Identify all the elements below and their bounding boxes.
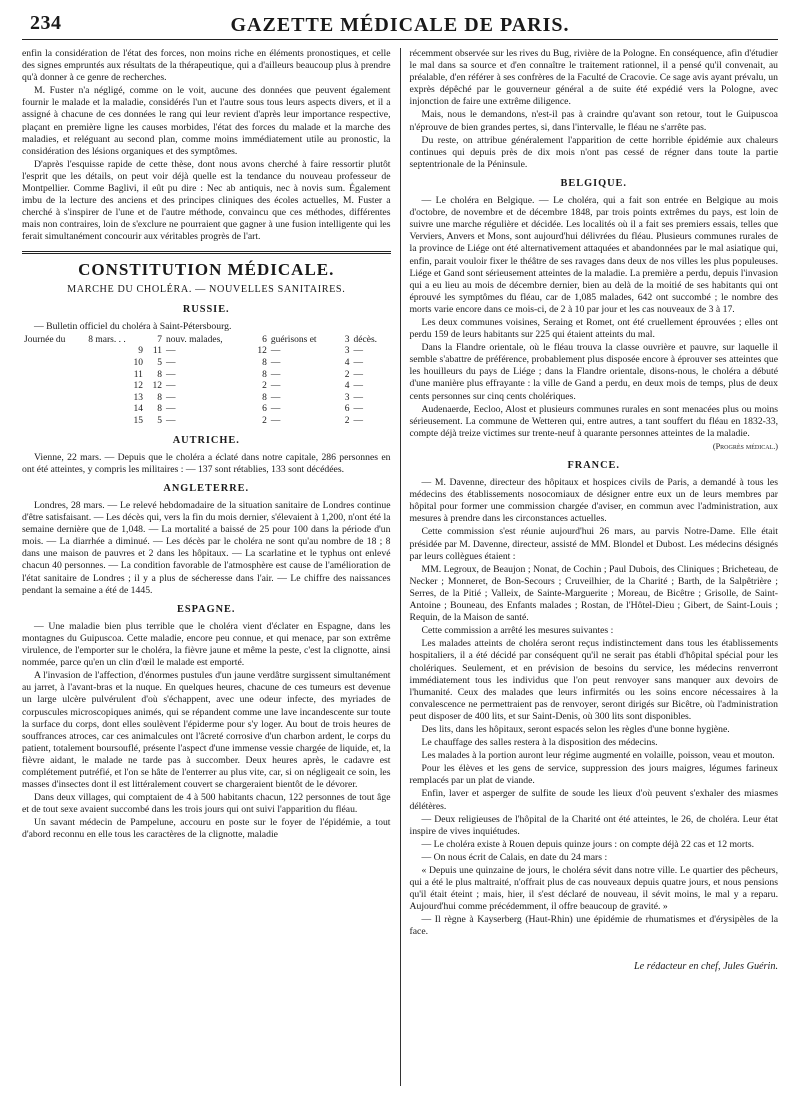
page-number: 234	[30, 12, 62, 34]
country-heading-autriche: AUTRICHE.	[172, 434, 240, 446]
stats-row	[22, 346, 391, 358]
paragraph: Cette commission a arrêté les mesures suivantes :	[421, 625, 614, 637]
stats-cell: —	[353, 381, 364, 392]
stats-cell: —	[353, 358, 364, 369]
bulletin-title: — Bulletin officiel du choléra à Saint-Pétersbourg.	[34, 320, 232, 332]
stats-cell: 14	[133, 404, 143, 415]
paragraph: — Le choléra en Belgique. — Le choléra, qui a fait son entrée en Belgique au mois d'octobre, de novembre et de décembre 1848, par trois points extrêmes du pays, est loin de suivre une marche régulière et décidée. Les localités où il a fait ses premiers essais, telles que Verviers, Anvers et Mons, sont aujourd'hui délivrées du fléau. Plusieurs communes rurales de la province de Liége ont été alternativement attaquées et abandonnées par le mal asiatique qui, enfin, parait vouloir fixer le théâtre de ses ravages dans deux de nos villes les plus populeuses. Liége et Gand sont sérieusement atteintes de la maladie. La première a perdu, depuis l'invasion qui a eu lieu au mois de décembre dernier, bien au delà de la moitié de ses habitants qui ont éprouvé les symptômes du fléau, car de 1,085 malades, 642 ont succombé ; le nombre des morts varie encore dans ce mois-ci, de 2 à 10 par jour et les cas nouveaux de 3 à 17.	[409, 195, 778, 315]
stats-cell: 9	[138, 346, 143, 357]
paragraph: récemment observée sur les rives du Bug, rivière de la Pologne. En conséquence, afin d'étudier le mal dans sa source et d'en connaître le traitement rationnel, il a pensé qu'il convenait, au préalable, d'en référer à ses confrères de la Faculté de Cracovie. Ce sage avis ayant prévalu, un exprès dépêché par le gouverneur général a de suite été expédié vers la Pologne, avec injonction de faire une extrême diligence.	[409, 48, 778, 108]
stats-cell: 6	[344, 404, 350, 415]
stats-cell: —	[353, 392, 364, 403]
paragraph: — M. Davenne, directeur des hôpitaux et hospices civils de Paris, a demandé à tous les médecins des établissements nosocomiaux de désigner entre eux un de leurs membres par hôpital pour former une commission chargée d'aviser, en commun avec l'administration, aux mesures à prendre dans les circonstances actuelles.	[409, 477, 778, 525]
section-title: CONSTITUTION MÉDICALE.	[78, 259, 335, 279]
stats-cell: —	[270, 381, 281, 392]
stats-cell: 5	[157, 416, 163, 427]
stats-cell: —	[353, 416, 364, 427]
stats-cell	[22, 404, 86, 416]
stats-cell: 12	[133, 381, 143, 392]
signature-block	[410, 940, 779, 974]
fuster-article	[22, 48, 391, 244]
stats-row	[22, 404, 391, 416]
paragraph: enfin la considération de l'état des forces, non moins riche en éléments pronostiques, et celle des signes empruntés aux résultats de la thérapeutique, qui a d'ailleurs beaucoup plus à prendre qu'à donner à ce genre de recherches.	[22, 48, 391, 84]
stats-cell: —	[166, 346, 176, 357]
left-column	[22, 48, 400, 1086]
journal-title: GAZETTE MÉDICALE DE PARIS.	[230, 14, 570, 36]
cholera-stats-table	[22, 335, 391, 428]
stats-cell: 8	[262, 392, 267, 403]
stats-cell	[22, 370, 86, 382]
paragraph: Enfin, laver et asperger de sulfite de soude les lieux d'où peuvent s'exhaler des miasmes délétères.	[409, 788, 778, 812]
country-heading-france: FRANCE.	[567, 460, 620, 471]
paragraph: Des lits, dans les hôpitaux, seront espacés selon les règles d'une bonne hygiène.	[421, 723, 730, 735]
paragraph: — Il règne à Kayserberg (Haut-Rhin) une épidémie de rhumatismes et d'érysipèles de la face.	[409, 914, 778, 938]
stats-cell: —	[353, 404, 364, 415]
stats-cell: 2	[262, 416, 267, 427]
country-heading-russie: RUSSIE.	[182, 303, 230, 315]
paragraph: Les malades à la portion auront leur régime augmenté en volaille, poisson, veau et mouton.	[421, 750, 775, 762]
stats-cell: 3	[344, 334, 350, 345]
stats-cell: —	[353, 346, 364, 357]
stats-cell: décès.	[353, 334, 378, 345]
paragraph: Londres, 28 mars. — Le relevé hebdomadaire de la situation sanitaire de Londres continue d'être satisfaisant. — Les décès qui, vers la fin du mois dernier, s'élevaient à 1,200, n'ont été la semaine dernière que de 1,048. — La mortalité a baissé de 25 pour 100 dans la période d'un mois. — La diarrhée a diminué. — Les décès par le choléra ne sont qu'au nombre de 18 ; 8 dans une maison de pauvres et 2 dans les hôpitaux. — La scarlatine et le typhus ont enlevé chacun 40 personnes. — La condition favorable de l'atmosphère est cause de l'amélioration de l'état sanitaire de Londres ; il y a plus de sécheresse dans l'air. — Le chiffre des naissances pendant la semaine a été de 1445.	[22, 500, 391, 596]
paragraph: — On nous écrit de Calais, en date du 24 mars :	[421, 851, 608, 863]
stats-cell: 8	[157, 392, 163, 403]
editor-signature: Le rédacteur en chef, Jules Guérin.	[634, 961, 778, 973]
paragraph: Les deux communes voisines, Seraing et Romet, ont été cruellement éprouvées ; elles ont perdu 159 de leurs habitants sur 225 qui étaient atteints du mal.	[409, 316, 778, 341]
paragraph: Cette commission s'est réunie aujourd'hui 26 mars, au parvis Notre-Dame. Elle était présidée par M. Davenne, directeur, assisté de MM. Blondel et Dubost. Les médecins désignés par leurs collègues étaient :	[409, 526, 778, 562]
stats-cell: 7	[157, 334, 163, 345]
paragraph: Les malades atteints de choléra seront reçus indistinctement dans tous les établissements hospitaliers, il a été décidé par conséquent qu'il ne serait pas établi d'hôpital spécial pour les cholériques. Seulement, et en prévision de besoins du service, les médecins renverront immédiatement tous les individus que l'on peut renvoyer sans manquer aux devoirs de l'humanité. Ceux des malades que leurs infirmités ou les soins encore nécessaires à la convalescence ne permettraient pas de renvoyer, seront dirigés sur Bicêtre, où l'administration peut disposer de 400 lits, et sur Saint-Denis, où 300 lits sont disponibles.	[409, 638, 778, 722]
paragraph: Audenaerde, Eecloo, Alost et plusieurs communes rurales en sont menacées plus ou moins sérieusement. La commune de Wetteren qui, entre autres, a tant souffert du fléau en 1832-33, compte déjà treize victimes sur trente-neuf à quarante personnes atteintes de la maladie.	[409, 403, 778, 439]
stats-cell: guérisons et	[270, 334, 317, 345]
paragraph: Mais, nous le demandons, n'est-il pas à craindre qu'avant son retour, tout le Guipuscoa n'éprouve de bien grandes pertes, si, dans l'intervalle, le fléau ne s'arrête pas.	[409, 109, 778, 133]
stats-cell: 8	[262, 369, 267, 380]
stats-cell: 15	[133, 416, 143, 427]
stats-cell: 2	[344, 369, 350, 380]
stats-cell: 10	[133, 358, 143, 369]
stats-cell: —	[166, 416, 176, 427]
paragraph: « Depuis une quinzaine de jours, le choléra sévit dans notre ville. Le quartier des pêcheurs, qui a été le plus maltraité, n'offrait plus de cas nouveaux depuis quatre jours, et nous pensions qu'il était éteint ; mais, hier, il s'est déclaré de nouveau, il sévit moins, le mal y a reparu. Aujourd'hui comme précédemment, il offre beaucoup de gravité. »	[409, 865, 778, 913]
paragraph: Dans la Flandre orientale, où le fléau trouva la classe ouvrière et pauvre, sur laquelle il semble s'abattre de préférence, probablement plus disposée encore à éprouver ses atteintes que les houilleurs du pays de Liége ; dans la Flandre orientale, disons-nous, le choléra a débuté d'une manière plus effrayante : la ville de Gand a perdu, en deux mois de temps, plus de deux cents personnes sur cinq cents cholériques.	[409, 342, 778, 402]
stats-row	[22, 381, 391, 393]
section-divider	[22, 251, 391, 254]
paragraph: Pour les élèves et les gens de service, suppression des jours maigres, légumes farineux remplacés par un plat de viande.	[409, 763, 778, 787]
paragraph: — Deux religieuses de l'hôpital de la Charité ont été atteintes, le 26, de choléra. Leur état inspire de vives inquiétudes.	[409, 813, 778, 837]
stats-cell: nouv. malades,	[166, 334, 223, 345]
stats-cell: 2	[262, 381, 267, 392]
stats-cell: 11	[133, 369, 143, 380]
paragraph: — Le choléra existe à Rouen depuis quinze jours : on compte déjà 22 cas et 12 morts.	[421, 838, 755, 850]
stats-cell	[22, 393, 86, 405]
stats-cell	[22, 381, 86, 393]
stats-row	[22, 370, 391, 382]
stats-cell	[22, 358, 86, 370]
stats-cell: —	[270, 404, 281, 415]
stats-cell: Journée du	[24, 334, 66, 345]
stats-cell: 12	[152, 381, 163, 392]
page-header	[22, 10, 778, 40]
stats-cell: —	[270, 358, 281, 369]
stats-cell: 8	[262, 358, 267, 369]
stats-cell: 12	[257, 346, 267, 357]
stats-cell: —	[270, 346, 281, 357]
paragraph: Un savant médecin de Pampelune, accouru en poste sur le foyer de l'épidémie, a tout d'abord reconnu en elle tous les caractères de la clignotte, maladie	[22, 817, 391, 841]
stats-cell	[22, 346, 86, 358]
stats-row	[22, 416, 391, 428]
paragraph: A l'invasion de l'affection, d'énormes pustules d'un jaune verdâtre surgissent simultanément au jarret, à l'avant-bras et la nuque. En quelques heures, chacune de ces tumeurs est devenue un large ulcère pulvérulent d'où s'échappent, avec une odeur infecte, des myriades de corpuscules microscopiques animés, qui se répandent comme une lave incandescente sur toute la surface du corps, dont elles soulèvent l'épiderme pour s'y loger. Au bout de trois heures de souffrances atroces, car ces animalcules ont l'âcreté corrosive d'un charbon ardent, le corps du patient, totalement boursouflé, présente l'aspect d'une immense vessie chargée de liquide, et, la fièvre aidant, le malade ne tarde pas à succomber. Deux heures après, le cadavre est complétement putréfié, et l'on se hâte de l'enterrer au plus vite, car, si on négligeait ce soin, les masses d'insectes dont il est littéralement couvert se chargeraient bientôt de le dévorer.	[22, 670, 391, 791]
stats-row	[22, 335, 391, 347]
stats-cell: 13	[133, 392, 143, 403]
stats-cell: 8	[157, 369, 163, 380]
stats-cell: 4	[344, 381, 350, 392]
paragraph: — Une maladie bien plus terrible que le choléra vient d'éclater en Espagne, dans les montagnes du Guipuscoa. Cette maladie, encore peu connue, et qui menace, par son extrême virulence, de l'emporter sur le choléra, la fièvre jaune et même la peste, c'est la clignotte, ainsi nommée, parce qu'en un clin d'œil le malade est emporté.	[22, 620, 391, 669]
stats-cell: 11	[152, 346, 163, 357]
article-columns	[22, 48, 778, 1086]
right-column	[400, 48, 779, 1086]
stats-cell: 2	[344, 416, 350, 427]
stats-cell: —	[166, 404, 176, 415]
source-citation: (Progrès médical.)	[712, 441, 778, 451]
stats-cell	[22, 416, 86, 428]
stats-cell: —	[166, 358, 176, 369]
stats-cell: —	[166, 369, 176, 380]
stats-cell: —	[166, 392, 176, 403]
country-heading-angleterre: ANGLETERRE.	[163, 482, 250, 494]
stats-cell: —	[270, 369, 281, 380]
paragraph: Dans deux villages, qui comptaient de 4 à 500 habitants chacun, 122 personnes de tout âge et de tout sexe avaient succombé dans les trois jours qui ont suivi l'apparition du fléau.	[22, 792, 391, 816]
stats-cell: 6	[262, 334, 267, 345]
paragraph: Du reste, on attribue généralement l'apparition de cette horrible épidémie aux chaleurs continues qui depuis près de dix mois n'ont pas cessé de régner dans toute la partie septentrionale de la Péninsule.	[409, 134, 778, 170]
paragraph: MM. Legroux, de Beaujon ; Nonat, de Cochin ; Paul Dubois, des Cliniques ; Bricheteau, de Necker ; Monneret, de Bon-Secours ; Cruveilhier, de la Charité ; Barth, de la Salpêtrière ; Serres, de la Pitié ; Valleix, de Sainte-Marguerite ; Moreau, de Bicêtre ; Grisolle, de Saint-Antoine ; Bouneau, des Enfants malades ; Rostan, de l'Hôtel-Dieu ; Gibert, de Saint-Louis ; Requin, de la Maison de santé.	[409, 563, 778, 624]
stats-cell: —	[270, 416, 281, 427]
stats-row	[22, 358, 391, 370]
country-heading-belgique: BELGIQUE.	[560, 177, 627, 189]
stats-cell: —	[353, 369, 364, 380]
paragraph: M. Fuster n'a négligé, comme on le voit, aucune des données que peuvent également fournir le malade et la maladie, considérés l'un et l'autre sous tous leurs aspects divers, et il a assigné à chacune de ces données le rang qui leur revient d'après leur importance respective, plaçant en première ligne les causes morbides, l'état des forces du malade et la marche des maladies, et reléguant au second plan, comme moins immédiatement utile au pronostic, la considération des lésions organiques et des symptômes.	[22, 85, 391, 157]
stats-cell: 3	[344, 392, 350, 403]
paragraph: D'après l'esquisse rapide de cette thèse, dont nous avons cherché à faire ressortir plutôt l'esprit que les détails, on peut voir déjà quelle est la tendance du nouveau professeur de Montpellier. Comme Baglivi, il eût pu dire : Nec ab antiquis, nec à novis sum. Également imbu de la lecture des anciens et des principes cliniques des écoles actuelles, M. Fuster a cherché à s'inspirer de l'une et de l'autre méthode, convaincu que ces méthodes, différentes mais non contraires, loin de s'exclure ne pourraient que gagner à une fusion intelligente qui les ferait simultanément concourir aux véritables progrès de l'art.	[22, 158, 391, 243]
stats-cell: —	[270, 392, 281, 403]
stats-row	[22, 393, 391, 405]
stats-cell: —	[166, 381, 176, 392]
stats-cell: 5	[157, 358, 163, 369]
stats-cell: 8	[157, 404, 163, 415]
stats-cell: 8 mars. . .	[88, 334, 126, 345]
country-heading-espagne: ESPAGNE.	[177, 603, 236, 615]
stats-cell: 4	[344, 358, 350, 369]
paragraph: Le chauffage des salles restera à la disposition des médecins.	[421, 737, 658, 749]
stats-cell: 6	[262, 404, 267, 415]
paragraph: Vienne, 22 mars. — Depuis que le choléra a éclaté dans notre capitale, 286 personnes en ont été atteintes, y compris les militaires : — 137 sont rétablies, 133 sont décédées.	[22, 451, 391, 475]
section-subtitle: MARCHE DU CHOLÉRA. — NOUVELLES SANITAIRES.	[67, 283, 346, 295]
stats-cell: 3	[344, 346, 350, 357]
